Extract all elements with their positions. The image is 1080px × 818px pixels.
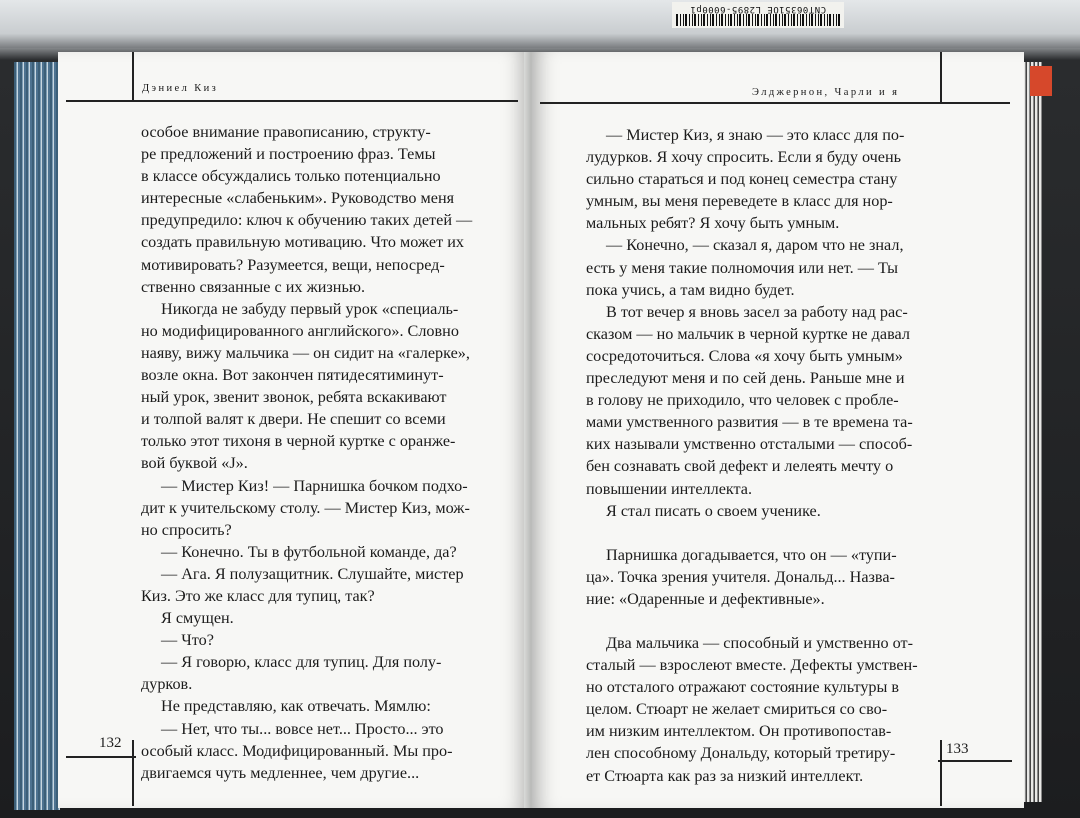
- right-header-horizontal-rule: [540, 102, 1010, 104]
- paragraph: Я смущен.: [161, 609, 234, 628]
- left-page-number: 132: [99, 735, 122, 751]
- paragraph: — Нет, что ты... вовсе нет... Просто... это особый класс. Модифицированный. Мы про- двигаемся чуть медленнее, чем другие...: [141, 719, 453, 782]
- left-footer-vertical-rule: [132, 740, 134, 806]
- right-page-number: 133: [946, 741, 969, 757]
- paragraph: — Что?: [161, 631, 214, 650]
- paragraph: — Конечно, — сказал я, даром что не знал, есть у меня такие полномочия или нет. — Ты пока учись, а там видно будет.: [586, 236, 904, 299]
- library-barcode-label: [672, 2, 844, 28]
- left-page-text: [141, 121, 489, 784]
- right-page-text: [586, 124, 934, 787]
- paragraph: особое внимание правописанию, структу- ре предложений и построению фраз. Темы в классе обсуждались только потенциально интересные «слабеньким». Руководство меня предупредило: ключ к обучению таких детей — создать правильную мотивацию. Что может их мотивировать? Разумеется, вещи, непосред- ственно связанные с их жизнью.: [141, 123, 473, 296]
- left-header-vertical-rule: [132, 52, 134, 102]
- right-running-header: Элджернон, Чарли и я: [752, 87, 900, 98]
- scanner-background: [0, 0, 1080, 48]
- right-footer-vertical-rule: [940, 740, 942, 806]
- paragraph: — Мистер Киз, я знаю — это класс для по- лудурков. Я хочу спросить. Если я буду очень сильно стараться и под конец семестра стану умным, вы меня переведете в класс для нор- мальных ребят? Я хочу быть умным.: [586, 126, 905, 233]
- paragraph: — Мистер Киз! — Парнишка бочком подхо- дит к учительскому столу. — Мистер Киз, мож- но спросить?: [141, 476, 470, 539]
- barcode-bars: [676, 14, 840, 26]
- bookmark-ribbon: [1030, 66, 1052, 96]
- paragraph: — Я говорю, класс для тупиц. Для полу- дурков.: [141, 653, 442, 694]
- paragraph: Парнишка догадывается, что он — «тупи- ца». Точка зрения учителя. Дональд... Назва- ние: «Одаренные и дефективные».: [586, 545, 897, 608]
- book-page-edges-left: [14, 62, 60, 810]
- paragraph: В тот вечер я вновь засел за работу над рас- сказом — но мальчик в черной куртке не давал сосредоточиться. Слова «я хочу быть умным» преследуют меня и по сей день. Раньше мне и в голову не приходило, что человек с пробле- мами умственного развития — в те времена та- ких называли умственно отсталыми — способ- бен сознавать свой дефект и лелеять мечту о повышении интеллекта.: [586, 302, 913, 498]
- paragraph: Никогда не забуду первый урок «специаль- но модифицированного английского». Словно наяву, вижу мальчика — он сидит на «галерке», возле окна. Вот закончен пятидесятиминут- ный урок, звенит звонок, ребята вскакивают и толпой валят к двери. Не спешит со всеми только этот тихоня в черной куртке с оранже- вой буквой «J».: [141, 299, 470, 473]
- paragraph: — Конечно. Ты в футбольной команде, да?: [161, 542, 457, 561]
- left-running-header: Дэниел Киз: [142, 83, 219, 94]
- paragraph: Не представляю, как отвечать. Мямлю:: [161, 697, 431, 716]
- paragraph: Два мальчика — способный и умственно от- сталый — взрослеют вместе. Дефекты умствен- но отсталого отражают состояние культуры в целом. Стюарт не желает смириться со сво- им низким интеллектом. Он противопостав- лен способному Дональду, который третиру- ет Стюарта как раз за низкий интеллект.: [586, 633, 918, 785]
- left-footer-horizontal-rule: [66, 756, 136, 758]
- right-header-vertical-rule: [940, 52, 942, 102]
- left-header-horizontal-rule: [66, 100, 518, 102]
- right-footer-horizontal-rule: [938, 760, 1012, 762]
- paragraph: — Ага. Я полузащитник. Слушайте, мистер Киз. Это же класс для тупиц, так?: [141, 564, 464, 605]
- paragraph: Я стал писать о своем ученике.: [606, 501, 821, 520]
- barcode-number: CNT06351OE L2895-6000р1: [689, 4, 827, 14]
